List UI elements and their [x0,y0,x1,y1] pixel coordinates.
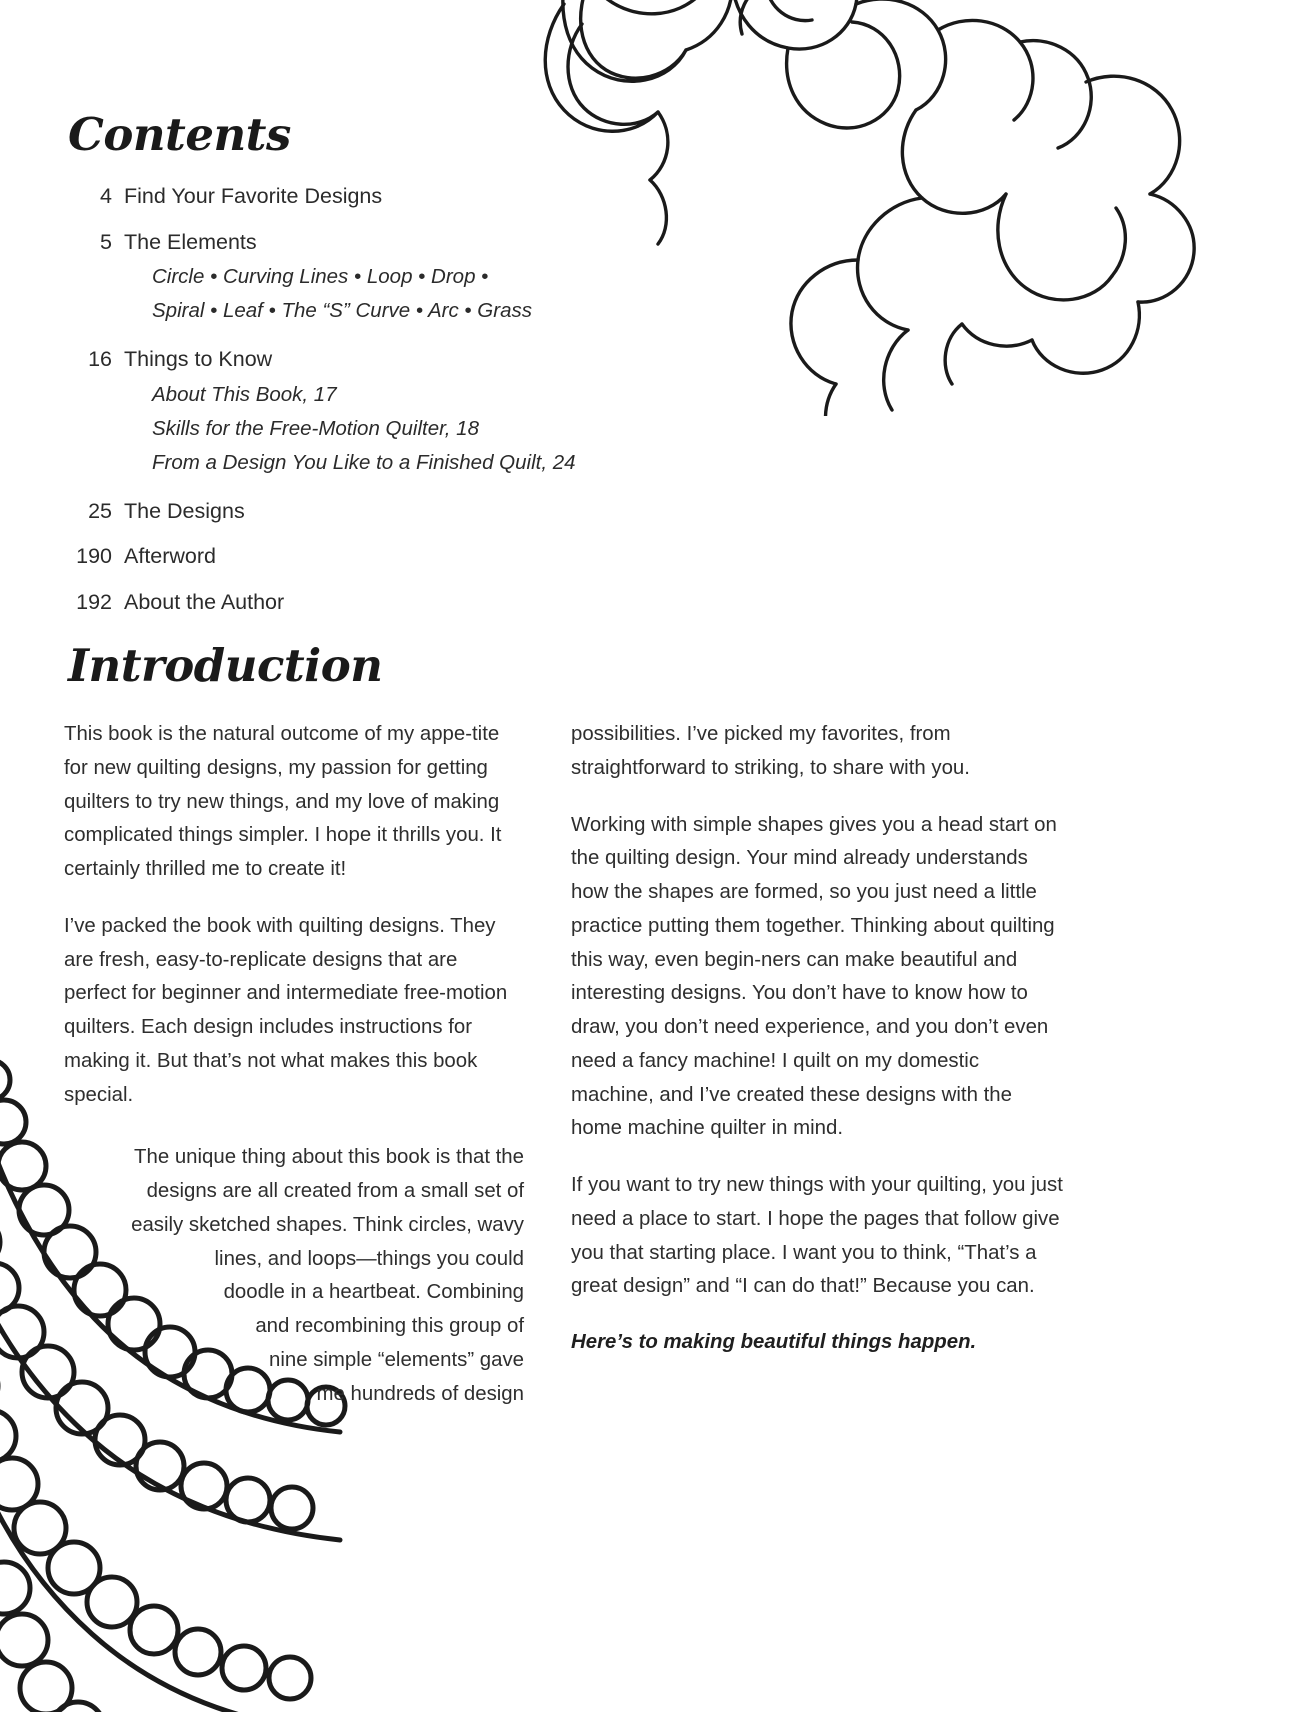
toc-entry[interactable] [68,346,628,480]
toc-page-number: 25 [88,498,112,523]
toc-subentry-list [68,378,628,480]
toc-entry[interactable] [68,589,628,617]
toc-entry[interactable] [68,498,628,526]
contents-section [68,108,628,634]
wrapped-line: me hundreds of design [316,1382,524,1405]
intro-paragraph: Working with simple shapes gives you a head start on the quilting design. Your mind already understands how the shapes are formed, so you just need a little practice putting them together. Thinking about quilting this way, even begin-ners can make beautiful and interesting designs. You don’t have to know how to draw, you don’t need experience, and you don’t even need a fancy machine! I quilt on my domestic machine, and I’ve created these designs with the home machine quilter in mind. [571,813,1057,1140]
intro-paragraph: This book is the natural outcome of my appe-tite for new quilting designs, my passion for getting quilters to try new things, and my love of making complicated things simpler. I hope it thrills you. It certainly thrilled me to create it! [64,723,502,881]
toc-entry-main [68,346,628,374]
wrapped-line: The unique thing about this book is that the [134,1146,524,1169]
toc-entry-title: Afterword [124,544,217,569]
toc-entry-main [68,183,628,211]
toc-page-number: 5 [100,229,112,254]
wrapped-line: lines, and loops—things you could [214,1247,524,1270]
toc-entry-main [68,543,628,571]
toc-entry-title: The Elements [124,229,257,254]
wrapped-line: nine simple “elements” gave [268,1349,524,1372]
intro-paragraph: I’ve packed the book with quilting designs. They are fresh, easy-to-replicate designs that are perfect for beginner and intermediate free-motion quilters. Each design includes instructions for making it. But that’s not what makes this book special. [64,914,508,1106]
toc-subentry[interactable]: From a Design You Like to a Finished Quilt, 24 [152,450,576,474]
wrapped-line: and recombining this group of [255,1315,524,1338]
toc-subentry: Spiral • Leaf • The “S” Curve • Arc • Grass [152,299,532,323]
toc-entry[interactable] [68,543,628,571]
toc-entry-title: Things to Know [124,347,273,372]
toc-entry-main [68,589,628,617]
wrapped-line: designs are all created from a small set of [146,1180,524,1203]
toc-page-number: 16 [88,347,112,372]
introduction-right-column [571,718,1063,1358]
toc-entry-title: Find Your Favorite Designs [124,184,383,208]
toc-subentry[interactable]: About This Book, 17 [152,382,337,406]
toc-page-number: 4 [100,184,112,208]
table-of-contents [68,183,628,616]
toc-entry[interactable] [68,183,628,211]
toc-entry-main [68,498,628,526]
toc-entry-main [68,229,628,257]
introduction-closing-line: Here’s to making beautiful things happen. [571,1331,977,1354]
introduction-heading: Introduction [68,639,383,692]
toc-entry-title: The Designs [124,498,245,523]
toc-entry-title: About the Author [124,589,285,614]
intro-paragraph-wrapped [64,1141,524,1411]
intro-paragraph: If you want to try new things with your quilting, you just need a place to start. I hope the pages that follow give you that starting place. I want you to think, “That’s a great design” and “I can do that!” Because you can. [571,1174,1063,1298]
toc-subentry[interactable]: Skills for the Free-Motion Quilter, 18 [152,416,479,440]
toc-page-number: 192 [76,589,112,614]
toc-subentry: Circle • Curving Lines • Loop • Drop • [152,265,489,289]
toc-entry[interactable] [68,229,628,329]
toc-subentry-list [68,260,628,328]
wrapped-line: doodle in a heartbeat. Combining [223,1281,524,1304]
toc-page-number: 190 [76,544,112,569]
intro-paragraph: possibilities. I’ve picked my favorites, from straightforward to striking, to share with you. [571,723,970,779]
wrapped-line: easily sketched shapes. Think circles, wavy [131,1213,524,1236]
introduction-left-column [64,718,524,1412]
contents-heading: Contents [68,108,291,161]
